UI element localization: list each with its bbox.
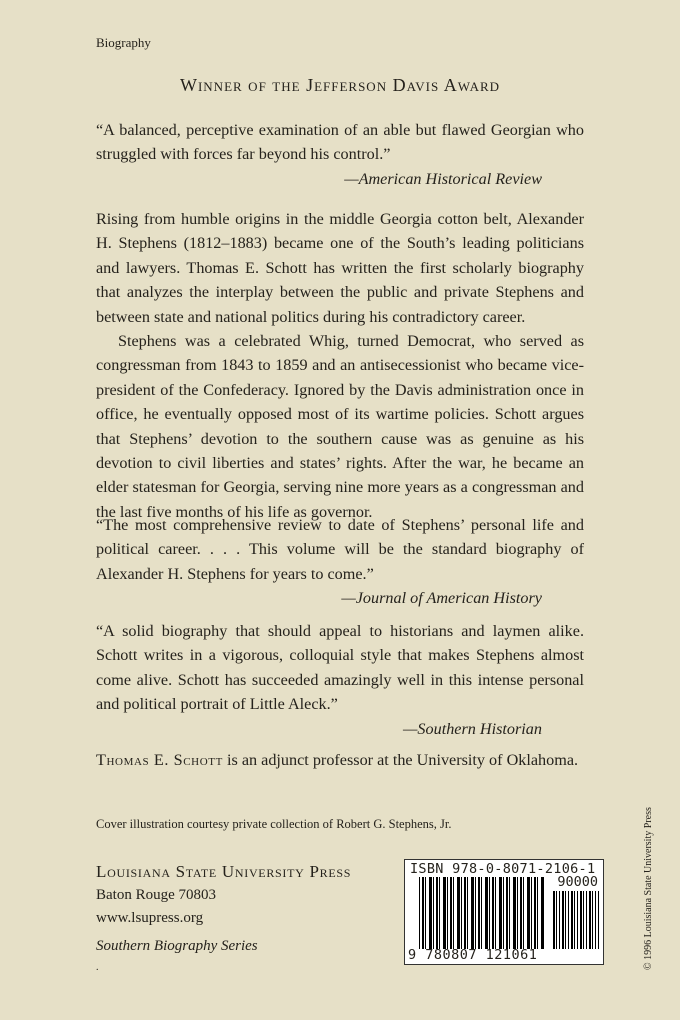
- publisher-name: Louisiana State University Press: [96, 862, 352, 881]
- price-code: 90000: [557, 874, 598, 890]
- quote-source: —American Historical Review: [344, 169, 542, 188]
- quote-source: —Southern Historian: [403, 719, 542, 738]
- copyright-notice: © 1996 Louisiana State University Press: [643, 807, 654, 970]
- cover-credit: Cover illustration courtesy private collection of Robert G. Stephens, Jr.: [96, 817, 452, 831]
- author-name: Thomas E. Schott: [96, 751, 223, 769]
- quote-text: “A balanced, perceptive examination of an able but flawed Georgian who struggled with forces far beyond his control.”: [96, 121, 584, 164]
- award-heading: Winner of the Jefferson Davis Award: [179, 75, 501, 95]
- book-description: [96, 207, 584, 524]
- publisher-city: Baton Rouge 70803: [96, 886, 216, 903]
- publisher-website: www.lsupress.org: [96, 910, 204, 926]
- description-paragraph-1: Rising from humble origins in the middle Georgia cotton belt, Alexander H. Stephens (1812–1883) became one of the South’s leading politicians and lawyers. Thomas E. Schott has written the first scholarly biography that analyzes the interplay between the public and private Stephens and between state and national politics during his contradictory career.: [96, 210, 584, 326]
- author-bio-text: is an adjunct professor at the University of Oklahoma.: [222, 751, 579, 769]
- review-quote-2: [96, 513, 584, 611]
- ean-digits: 9 780807 121061: [408, 947, 538, 963]
- isbn-text: ISBN 978-0-8071-2106-1: [410, 861, 596, 877]
- quote-source: —Journal of American History: [341, 589, 542, 608]
- quote-text: “The most comprehensive review to date of Stephens’ personal life and political career. . . . This volume will be the standard biography of Alexander H. Stephens for years to come.”: [96, 516, 584, 583]
- category-label: Biography: [96, 35, 151, 50]
- barcode-bars: [419, 877, 545, 949]
- review-quote-1: [96, 118, 584, 191]
- isbn-barcode: [404, 859, 604, 965]
- publisher-block: [96, 860, 351, 931]
- series-name: Southern Biography Series: [96, 938, 258, 954]
- description-paragraph-2: Stephens was a celebrated Whig, turned Democrat, who served as congressman from 1843 to 1859 and an antisecessionist who became vice-president of the Confederacy. Ignored by the Davis administration once in office, he eventually opposed most of its wartime policies. Schott argues that Stephens’ devotion to the southern cause was as genuine as his devotion to civil liberties and states’ rights. After the war, he became an elder statesman for Georgia, serving nine more years as a congressman and the last five months of his life as governor.: [96, 332, 584, 521]
- author-bio: [96, 748, 584, 772]
- quote-text: “A solid biography that should appeal to historians and laymen alike. Schott writes in a vigorous, colloquial style that makes Stephens almost come alive. Schott has succeeded amazingly well in this intense personal and political portrait of Little Aleck.”: [96, 622, 584, 714]
- review-quote-3: [96, 619, 584, 741]
- dot-mark: .: [96, 962, 99, 973]
- addon-barcode-bars: [553, 891, 599, 949]
